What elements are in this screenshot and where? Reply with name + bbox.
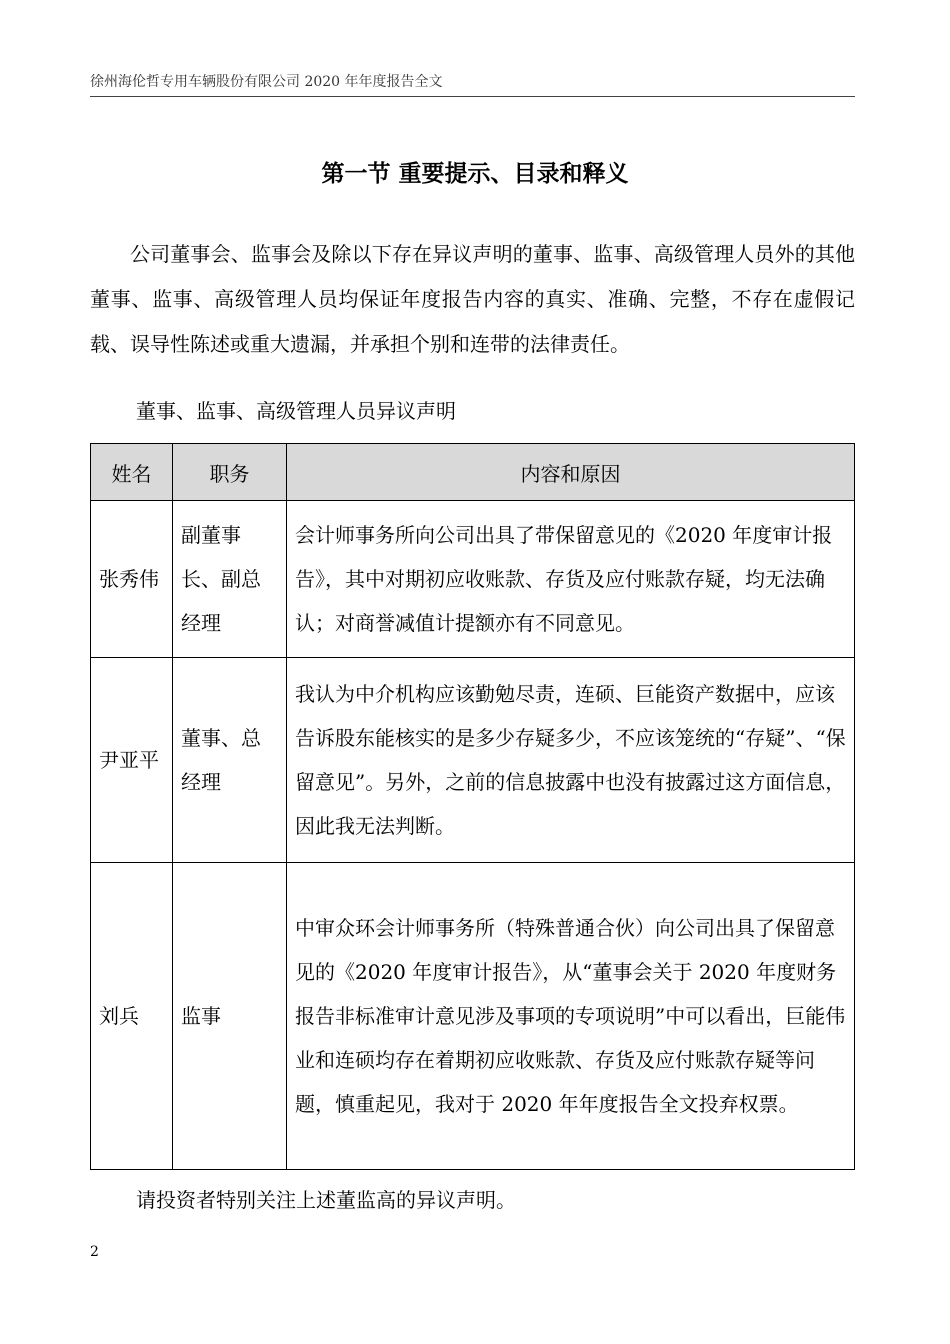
cell-content: 会计师事务所向公司出具了带保留意见的《2020 年度审计报告》，其中对期初应收账款、存货及应付账款存疑，均无法确认；对商誉减值计提额亦有不同意见。 [287,501,855,658]
cell-name: 尹亚平 [91,658,173,863]
cell-position: 副董事长、副总经理 [173,501,287,658]
table-header-row [91,444,855,501]
page-number: 2 [90,1244,99,1260]
header-content: 内容和原因 [287,444,855,501]
objection-table [90,443,855,1170]
cell-position: 董事、总经理 [173,658,287,863]
table-row [91,863,855,1170]
intro-paragraph: 公司董事会、监事会及除以下存在异议声明的董事、监事、高级管理人员外的其他董事、监事、高级管理人员均保证年度报告内容的真实、准确、完整，不存在虚假记载、误导性陈述或重大遗漏，并承担个别和连带的法律责任。 [90,242,855,356]
section-title: 第一节 重要提示、目录和释义 [321,161,629,187]
cell-name: 张秀伟 [91,501,173,658]
table-row [91,658,855,863]
cell-name: 刘兵 [91,863,173,1170]
header-position: 职务 [173,444,287,501]
table-caption: 董事、监事、高级管理人员异议声明 [136,399,456,423]
cell-content: 中审众环会计师事务所（特殊普通合伙）向公司出具了保留意见的《2020 年度审计报告》，从“董事会关于 2020 年度财务报告非标准审计意见涉及事项的专项说明”中可以看出，巨能伟业和连硕均存在着期初应收账款、存货及应付账款存疑等问题，慎重起见，我对于 2020 年年度报告全文投弃权票。 [287,863,855,1170]
header-name: 姓名 [91,444,173,501]
cell-content: 我认为中介机构应该勤勉尽责，连硕、巨能资产数据中，应该告诉股东能核实的是多少存疑多少，不应该笼统的“存疑”、“保留意见”。另外，之前的信息披露中也没有披露过这方面信息，因此我无法判断。 [287,658,855,863]
closing-note: 请投资者特别关注上述董监高的异议声明。 [136,1188,516,1212]
running-header: 徐州海伦哲专用车辆股份有限公司 2020 年年度报告全文 [90,74,443,90]
header-divider [90,96,855,97]
table-row [91,501,855,658]
cell-position: 监事 [173,863,287,1170]
